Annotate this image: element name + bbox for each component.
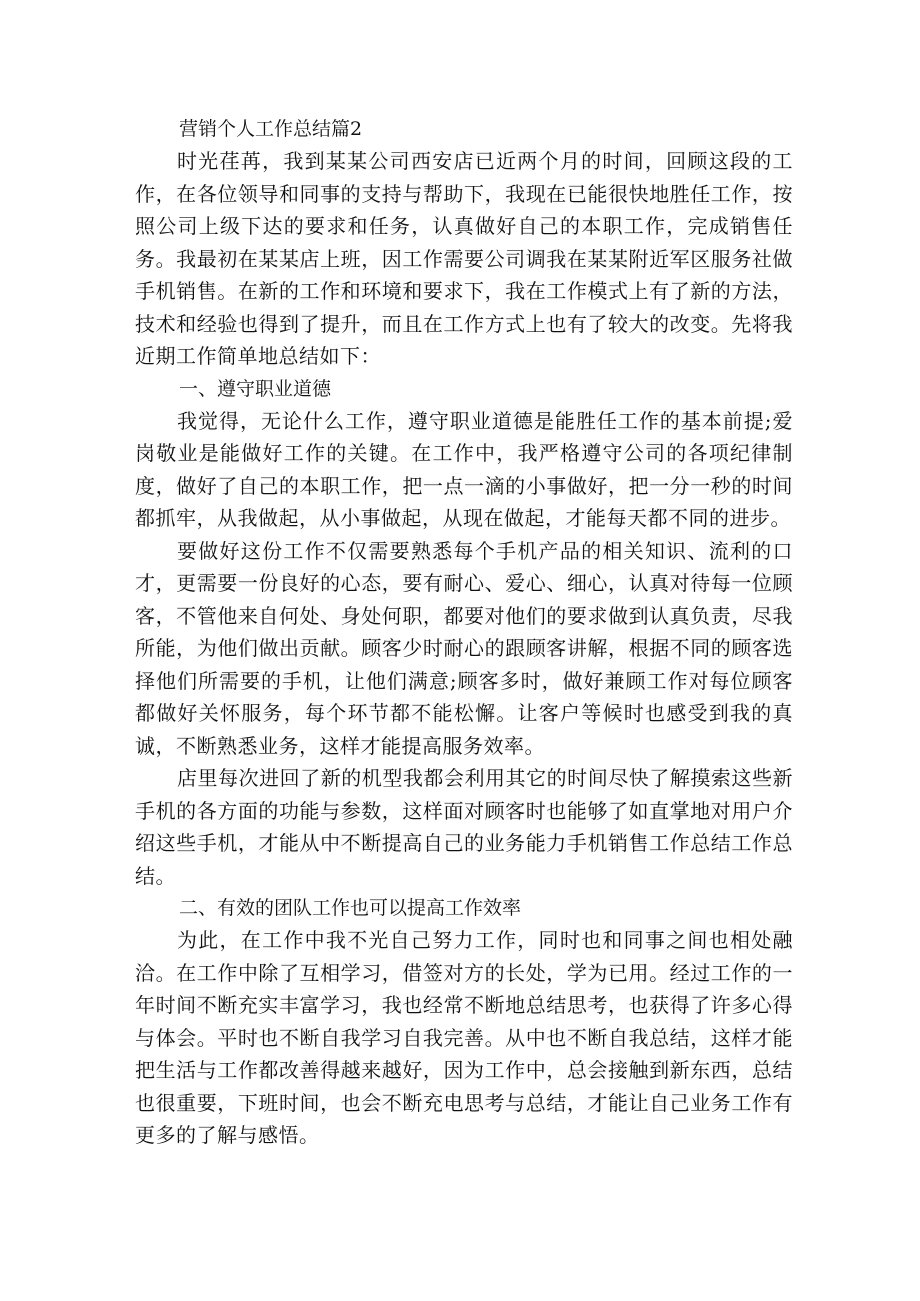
paragraph-intro: 时光荏苒，我到某某公司西安店已近两个月的时间，回顾这段的工作，在各位领导和同事的支持与帮助下，我现在已能很快地胜任工作，按照公司上级下达的要求和任务，认真做好自己的本职工作，完成销售任务。我最初在某某店上班，因工作需要公司调我在某某附近军区服务社做手机销售。在新的工作和环境和要求下，我在工作模式上有了新的方法，技术和经验也得到了提升，而且在工作方式上也有了较大的改变。先将我近期工作简单地总结如下：: [135, 149, 793, 368]
paragraph-service: 要做好这份工作不仅需要熟悉每个手机产品的相关知识、流利的口才，更需要一份良好的心态，要有耐心、爱心、细心，认真对待每一位顾客，不管他来自何处、身处何职，都要对他们的要求做到认真负责，尽我所能，为他们做出贡献。顾客少时耐心的跟顾客讲解，根据不同的顾客选择他们所需要的手机，让他们满意;顾客多时，做好兼顾工作对每位顾客都做好关怀服务，每个环节都不能松懈。让客户等候时也感受到我的真诚，不断熟悉业务，这样才能提高服务效率。: [135, 538, 793, 758]
section-heading-teamwork: 二、有效的团队工作也可以提高工作效率: [179, 897, 522, 919]
document-title: 营销个人工作总结篇2: [179, 118, 363, 140]
paragraph-new-models: 店里每次进回了新的机型我都会利用其它的时间尽快了解摸索这些新手机的各方面的功能与参数，这样面对顾客时也能够了如直掌地对用户介绍这些手机，才能从中不断提高自己的业务能力手机销售工作总结工作总结。: [135, 766, 793, 888]
paragraph-teamwork: 为此，在工作中我不光自己努力工作，同时也和同事之间也相处融洽。在工作中除了互相学习，借签对方的长处，学为已用。经过工作的一年时间不断充实丰富学习，我也经常不断地总结思考，也获得了许多心得与体会。平时也不断自我学习自我完善。从中也不断自我总结，这样才能把生活与工作都改善得越来越好，因为工作中，总会接触到新东西，总结也很重要，下班时间，也会不断充电思考与总结，才能让自己业务工作有更多的了解与感悟。: [135, 928, 793, 1147]
paragraph-ethics: 我觉得，无论什么工作，遵守职业道德是能胜任工作的基本前提;爱岗敬业是能做好工作的关键。在工作中，我严格遵守公司的各项纪律制度，做好了自己的本职工作，把一点一滴的小事做好，把一分一秒的时间都抓牢，从我做起，从小事做起，从现在做起，才能每天都不同的进步。: [135, 408, 793, 530]
section-heading-ethics: 一、遵守职业道德: [179, 377, 332, 400]
document-page: [135, 113, 793, 1152]
